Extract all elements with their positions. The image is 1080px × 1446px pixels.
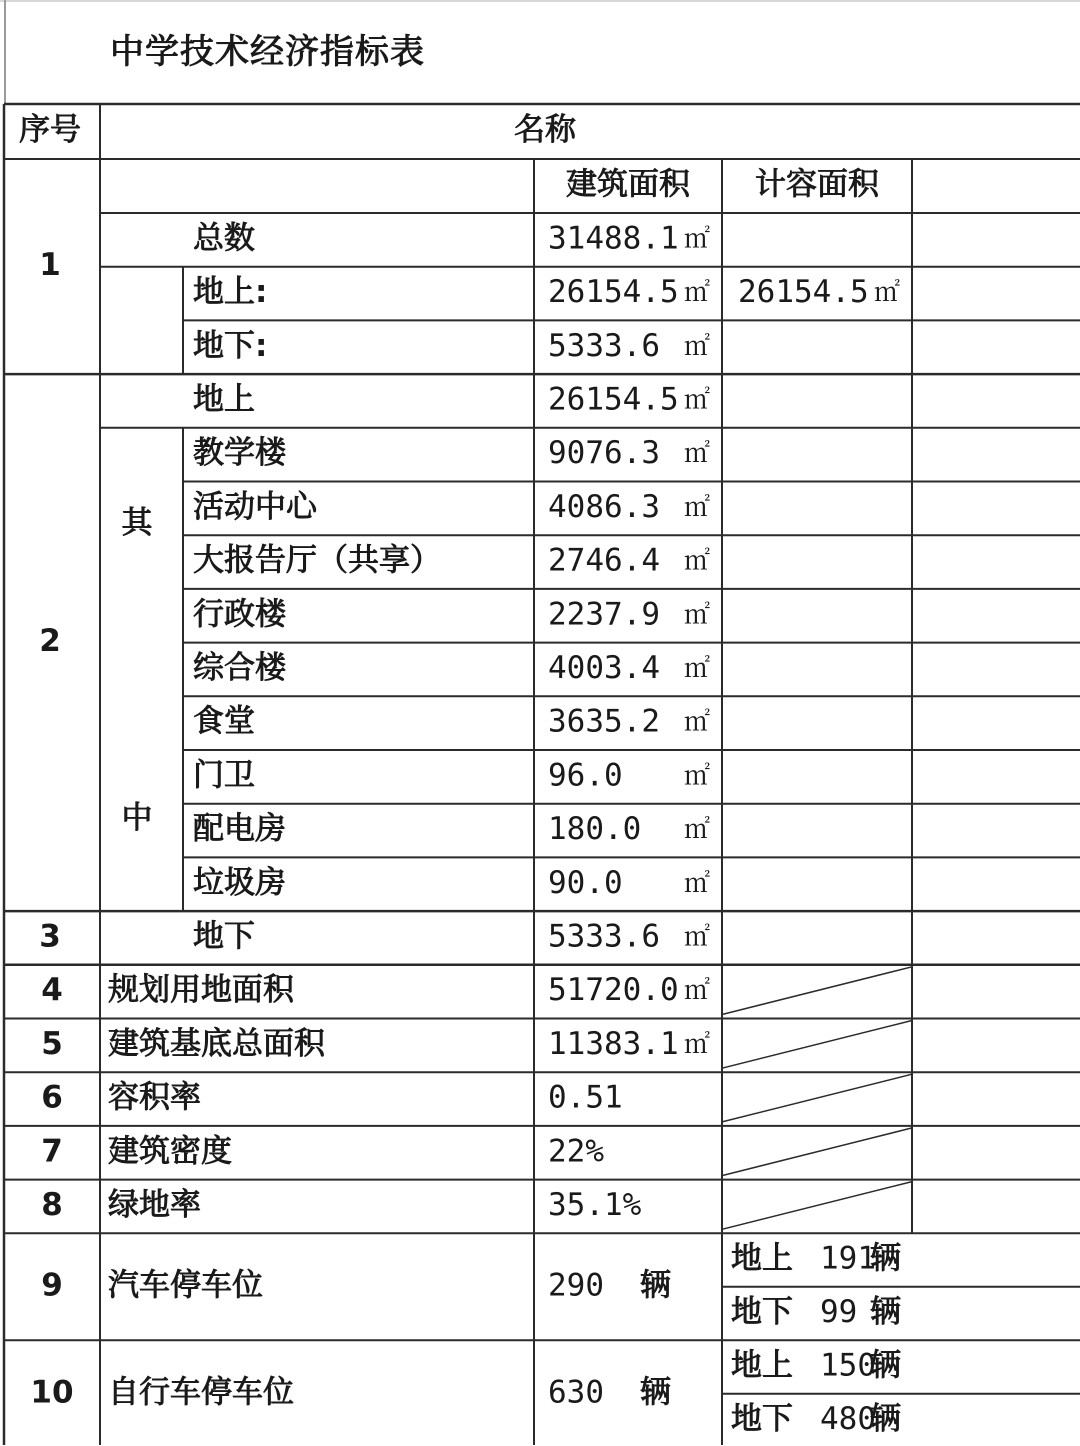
group2-item-label: 垃圾房 [193, 864, 286, 901]
group2-head-value: 26154.5 [548, 381, 679, 418]
group2-item-unit: ㎡ [684, 868, 711, 899]
simple-row-unit: ㎡ [684, 976, 711, 1007]
group1-above-label: 地上: [193, 274, 268, 311]
group2-side-label-top: 其 [121, 504, 153, 541]
group2-item-label: 大报告厅（共享） [193, 542, 441, 579]
parking-sub-unit: 辆 [870, 1401, 901, 1438]
simple-row-seq: 8 [41, 1186, 63, 1223]
group2-item-label: 活动中心 [193, 488, 317, 525]
group2-item-value: 9076.3 [548, 435, 660, 472]
empty-cell-slash [722, 1182, 912, 1230]
group2-item-label: 配电房 [193, 811, 286, 848]
simple-row-label: 规划用地面积 [108, 972, 294, 1009]
empty-cell-slash [722, 1021, 912, 1069]
parking-sub-unit: 辆 [870, 1294, 901, 1331]
parking-sub-label: 地上 [731, 1347, 793, 1384]
group1-below-label: 地下: [193, 327, 268, 364]
group2-head-label: 地上 [193, 381, 255, 418]
group2-item-value: 90.0 [548, 864, 623, 901]
header-name: 名称 [514, 112, 576, 148]
parking-row-seq: 9 [41, 1267, 63, 1304]
empty-cell-slash [722, 967, 912, 1015]
parking-row-label: 汽车停车位 [108, 1267, 263, 1304]
parking-sub-unit: 辆 [870, 1347, 901, 1384]
group2-item-label: 教学楼 [193, 435, 286, 472]
group1-total-label: 总数 [193, 220, 255, 257]
parking-sub-label: 地下 [731, 1401, 793, 1438]
page-title: 中学技术经济指标表 [110, 32, 425, 72]
group2-side-label-bottom: 中 [121, 799, 153, 836]
group2-item-value: 4003.4 [548, 649, 660, 686]
simple-row-seq: 4 [41, 972, 63, 1009]
group1-seq: 1 [39, 247, 61, 284]
group2-item-value: 96.0 [548, 757, 623, 794]
group1-above-unit: ㎡ [684, 278, 711, 309]
parking-row-unit: 辆 [640, 1267, 671, 1304]
group2-item-unit: ㎡ [684, 815, 711, 846]
group2-head-unit: ㎡ [684, 385, 711, 416]
row3-unit: ㎡ [684, 922, 711, 953]
group2-item-unit: ㎡ [684, 546, 711, 577]
parking-sub-value: 99 [820, 1294, 858, 1331]
group2-item-unit: ㎡ [684, 439, 711, 470]
simple-row-seq: 6 [41, 1079, 63, 1116]
header-seq: 序号 [19, 112, 81, 148]
group2-item-value: 4086.3 [548, 488, 660, 525]
parking-sub-value: 191 [820, 1240, 876, 1277]
simple-row-value: 11383.1 [548, 1025, 679, 1062]
parking-row-seq: 10 [30, 1374, 74, 1411]
simple-row-label: 绿地率 [108, 1186, 201, 1223]
parking-row-value: 290 [548, 1267, 604, 1304]
group1-total-value: 31488.1 [548, 220, 679, 257]
group2-item-label: 食堂 [193, 703, 255, 740]
empty-cell-slash [722, 1128, 912, 1176]
simple-row-unit: ㎡ [684, 1029, 711, 1060]
row3-seq: 3 [39, 918, 61, 955]
simple-row-seq: 5 [41, 1025, 63, 1062]
simple-row-label: 容积率 [108, 1079, 201, 1116]
group1-above-plot-value: 26154.5 [738, 274, 869, 311]
group2-seq: 2 [39, 623, 61, 660]
simple-row-value: 51720.0 [548, 972, 679, 1009]
simple-row-label: 建筑密度 [108, 1133, 232, 1170]
row3-value: 5333.6 [548, 918, 660, 955]
header-building-area: 建筑面积 [566, 166, 690, 203]
group2-item-unit: ㎡ [684, 653, 711, 684]
group2-item-value: 2746.4 [548, 542, 660, 579]
group2-item-unit: ㎡ [684, 707, 711, 738]
parking-sub-label: 地上 [731, 1240, 793, 1277]
header-plot-area: 计容面积 [755, 166, 879, 203]
row3-label: 地下 [193, 918, 255, 955]
simple-row-value: 22% [548, 1133, 604, 1170]
parking-row-label: 自行车停车位 [108, 1374, 294, 1411]
simple-row-value: 0.51 [548, 1079, 623, 1116]
group1-above-plot-unit: ㎡ [874, 278, 901, 309]
parking-sub-unit: 辆 [870, 1240, 901, 1277]
parking-sub-value: 150 [820, 1347, 876, 1384]
parking-row-value: 630 [548, 1374, 604, 1411]
group1-below-unit: ㎡ [684, 331, 711, 362]
group1-above-value: 26154.5 [548, 274, 679, 311]
group2-item-unit: ㎡ [684, 600, 711, 631]
group2-item-label: 综合楼 [193, 649, 286, 686]
group2-item-value: 180.0 [548, 811, 642, 848]
simple-row-seq: 7 [41, 1133, 63, 1170]
group2-item-unit: ㎡ [684, 761, 711, 792]
empty-cell-slash [722, 1074, 912, 1122]
parking-sub-value: 480 [820, 1401, 876, 1438]
parking-row-unit: 辆 [640, 1374, 671, 1411]
group1-total-unit: ㎡ [684, 224, 711, 255]
simple-row-value: 35.1% [548, 1186, 642, 1223]
simple-row-label: 建筑基底总面积 [108, 1025, 325, 1062]
parking-sub-label: 地下 [731, 1294, 793, 1331]
group1-below-value: 5333.6 [548, 327, 660, 364]
group2-item-value: 3635.2 [548, 703, 660, 740]
group2-item-label: 行政楼 [193, 596, 286, 633]
group2-item-value: 2237.9 [548, 596, 660, 633]
group2-item-unit: ㎡ [684, 492, 711, 523]
group2-item-label: 门卫 [193, 757, 255, 794]
